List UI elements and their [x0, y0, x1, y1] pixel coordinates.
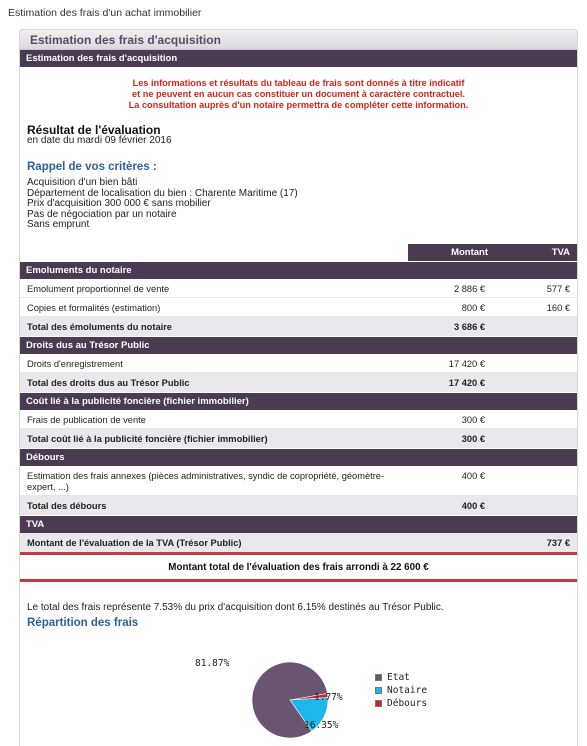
section-header: Droits dus au Trésor Public	[20, 337, 577, 354]
total-row	[20, 533, 577, 552]
pie-chart	[218, 642, 368, 742]
section-header: Coût lié à la publicité foncière (fichier immobilier)	[20, 393, 577, 410]
fees-summary: Le total des frais représente 7.53% du prix d'acquisition dont 6.15% destinés au Trésor Public.	[27, 602, 444, 613]
row-label: Emolument proportionnel de vente	[27, 284, 170, 294]
panel-subtitle-bar: Estimation des frais d'acquisition	[20, 50, 577, 67]
row-label: Droits d'enregistrement	[27, 359, 123, 369]
warning-line: La consultation auprès d'un notaire permettra de compléter cette information.	[128, 100, 469, 110]
section-header: Débours	[20, 449, 577, 466]
criteria-item: Acquisition d'un bien bâti	[27, 177, 138, 188]
section-header: Emoluments du notaire	[20, 262, 577, 279]
total-label: Montant de l'évaluation de la TVA (Trésor Public)	[27, 538, 242, 548]
total-montant: 17 420 €	[448, 378, 485, 388]
total-label: Total des émoluments du notaire	[27, 322, 172, 332]
result-date: en date du mardi 09 février 2016	[27, 135, 172, 146]
table-row	[20, 410, 577, 429]
total-row	[20, 373, 577, 392]
grand-total: Montant total de l'évaluation des frais arrondi à 22 600 €	[20, 555, 577, 579]
total-label: Total des droits dus au Trésor Public	[27, 378, 190, 388]
repartition-title: Répartition des frais	[27, 617, 139, 629]
row-montant: 2 886 €	[453, 284, 485, 294]
criteria-title: Rappel de vos critères :	[27, 161, 157, 173]
table-row	[20, 466, 577, 496]
legend-label: Etat	[387, 672, 410, 683]
page-title: Estimation des frais d'un achat immobilier	[8, 7, 202, 19]
criteria-item: Prix d'acquisition 300 000 € sans mobilier	[27, 198, 211, 209]
estimation-panel	[19, 29, 578, 746]
divider	[20, 579, 577, 582]
table-header	[20, 244, 577, 261]
legend-swatch	[375, 674, 382, 681]
panel-title: Estimation des frais d'acquisition	[20, 30, 577, 50]
disclaimer-warning	[20, 78, 577, 111]
table-row	[20, 298, 577, 317]
total-row	[20, 317, 577, 336]
total-label: Total des débours	[27, 501, 107, 511]
total-row	[20, 496, 577, 515]
row-montant: 800 €	[461, 303, 485, 313]
warning-line: et ne peuvent en aucun cas constituer un document à caractère contractuel.	[132, 89, 465, 99]
row-montant: 300 €	[461, 415, 485, 425]
criteria-item: Pas de négociation par un notaire	[27, 208, 177, 220]
pie-data-label: 81.87%	[195, 658, 230, 669]
chart-legend	[375, 671, 427, 710]
warning-line: Les informations et résultats du tableau de frais sont donnés à titre indicatif	[132, 78, 465, 88]
legend-item	[375, 697, 427, 710]
criteria-item: Sans emprunt	[27, 219, 90, 230]
total-label: Total coût lié à la publicité foncière (fichier immobilier)	[27, 434, 268, 444]
row-label: Copies et formalités (estimation)	[27, 303, 161, 313]
header-tva: TVA	[510, 244, 577, 261]
row-montant: 17 420 €	[448, 359, 485, 369]
legend-item	[375, 671, 427, 684]
legend-swatch	[375, 687, 382, 694]
criteria-list	[27, 178, 298, 231]
total-tva: 737 €	[546, 538, 570, 548]
total-row	[20, 429, 577, 448]
result-title: Résultat de l'évaluation	[27, 123, 161, 137]
criteria-item: Département de localisation du bien : Charente Maritime (17)	[27, 187, 298, 199]
table-row	[20, 354, 577, 373]
row-label: Frais de publication de vente	[27, 415, 146, 425]
section-header: TVA	[20, 516, 577, 533]
total-montant: 400 €	[461, 501, 485, 511]
row-tva: 577 €	[546, 284, 570, 294]
row-label: Estimation des frais annexes (pièces administratives, syndic de copropriété, géomètre-expert, ...)	[27, 471, 385, 492]
legend-label: Débours	[387, 698, 428, 709]
pie-data-label: 16.35%	[304, 720, 339, 731]
legend-item	[375, 684, 427, 697]
pie-data-label: 1.77%	[314, 692, 343, 703]
row-montant: 400 €	[461, 471, 485, 481]
table-row	[20, 279, 577, 298]
fees-table	[20, 244, 577, 582]
header-montant: Montant	[408, 244, 510, 261]
legend-label: Notaire	[387, 685, 428, 696]
total-montant: 300 €	[461, 434, 485, 444]
row-tva: 160 €	[546, 303, 570, 313]
total-montant: 3 686 €	[453, 322, 485, 332]
legend-swatch	[375, 700, 382, 707]
